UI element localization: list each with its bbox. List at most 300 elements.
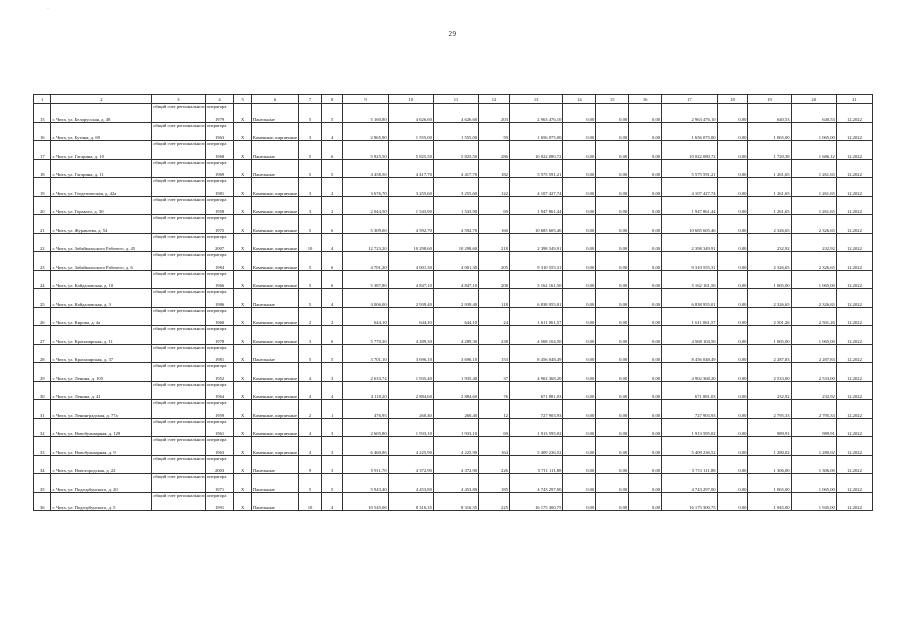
table-cell: 4 xyxy=(321,122,343,141)
table-row xyxy=(34,141,873,160)
table-cell: общий счет регионального оператора xyxy=(152,215,205,234)
housing-register-table xyxy=(33,94,873,511)
table-cell: 10 685 605,46 xyxy=(509,215,562,234)
table-cell: 0,00 xyxy=(629,492,662,511)
table-cell: 4 902 368,20 xyxy=(509,363,562,382)
table-cell: 9 310 555,31 xyxy=(509,252,562,271)
table-cell: 0,00 xyxy=(563,418,596,437)
table-cell: 0,00 xyxy=(596,474,629,493)
table-cell: Х xyxy=(234,122,251,141)
table-cell: Каменные, кирпичные xyxy=(251,418,298,437)
table-cell: 0,00 xyxy=(596,437,629,456)
table-cell: 1958 xyxy=(205,196,234,215)
table-cell: 0,00 xyxy=(717,289,748,308)
table-cell: 1 611 061,57 xyxy=(509,307,562,326)
table-cell: 0,00 xyxy=(596,215,629,234)
table-cell: 0,00 xyxy=(563,104,596,123)
table-cell: 0,00 xyxy=(563,344,596,363)
table-cell: 1966 xyxy=(205,270,234,289)
table-cell: 2 044,50 xyxy=(343,196,388,215)
table-cell: 4 xyxy=(321,492,343,511)
table-cell: Х xyxy=(234,196,251,215)
table-cell: 12.2022 xyxy=(836,474,872,493)
table-cell: 10 298,60 xyxy=(388,233,433,252)
table-cell: 225 xyxy=(479,492,510,511)
table-cell: 1 913 595,02 xyxy=(509,418,562,437)
table-cell: 118 xyxy=(479,289,510,308)
table-cell: 2 533,00 xyxy=(791,363,836,382)
table-cell: 2 xyxy=(321,196,343,215)
table-cell: 0,00 xyxy=(629,252,662,271)
table-cell: 8 456 048,49 xyxy=(509,344,562,363)
table-row xyxy=(34,307,873,326)
table-cell: общий счет регионального оператора xyxy=(152,307,205,326)
table-cell: 1964 xyxy=(205,381,234,400)
table-cell: 1971 xyxy=(205,474,234,493)
table-cell: 0,00 xyxy=(596,233,629,252)
table-cell: 5 162 161,50 xyxy=(509,270,562,289)
table-cell: 0,00 xyxy=(596,307,629,326)
column-number-header: 14 xyxy=(563,95,596,104)
table-cell: 4 568 104,50 xyxy=(662,326,718,345)
table-cell: 1963 xyxy=(205,122,234,141)
table-cell: 2 501,26 xyxy=(748,307,791,326)
page-number: 29 xyxy=(448,30,457,38)
table-row xyxy=(34,215,873,234)
table-cell: 10 545,06 xyxy=(343,492,388,511)
table-cell: 1975 xyxy=(205,215,234,234)
table-cell: Х xyxy=(234,252,251,271)
table-cell: 3 xyxy=(299,326,322,345)
table-cell: 6 838 955,01 xyxy=(509,289,562,308)
table-cell: 0,00 xyxy=(563,307,596,326)
table-cell: 0,00 xyxy=(717,474,748,493)
table-cell: 4 701,20 xyxy=(343,252,388,271)
table-cell: Х xyxy=(234,418,251,437)
table-cell: 5 xyxy=(299,252,322,271)
table-cell: 9 310 555,31 xyxy=(662,252,718,271)
table-cell: 3 xyxy=(299,178,322,197)
column-number-header: 16 xyxy=(629,95,662,104)
table-cell: 1952 xyxy=(205,363,234,382)
table-cell: 3 xyxy=(321,437,343,456)
table-cell: 0,00 xyxy=(563,474,596,493)
table-cell: 15 xyxy=(34,104,51,123)
table-cell: 0,00 xyxy=(563,252,596,271)
table-cell: г. Чита, ул. Кайдаловская, д. 10 xyxy=(51,270,152,289)
table-cell: Х xyxy=(234,159,251,178)
table-cell: 2 xyxy=(299,307,322,326)
table-cell: 5 xyxy=(321,159,343,178)
table-cell: 1 935,40 xyxy=(388,363,433,382)
table-cell: 1 065,00 xyxy=(791,326,836,345)
table-cell: 2 326,65 xyxy=(791,252,836,271)
table-cell: общий счет регионального оператора xyxy=(152,122,205,141)
table-cell: 5 xyxy=(321,344,343,363)
table-cell: г. Чита, ул. Новобульварная, д. 9 xyxy=(51,437,152,456)
table-cell: 2 xyxy=(321,307,343,326)
table-cell: 5 xyxy=(299,270,322,289)
table-cell: 2 287,83 xyxy=(748,344,791,363)
column-number-header: 9 xyxy=(343,95,388,104)
table-cell: общий счет регионального оператора xyxy=(152,455,205,474)
table-cell: Х xyxy=(234,381,251,400)
table-cell: 644,10 xyxy=(388,307,433,326)
table-cell: 640,53 xyxy=(791,104,836,123)
table-cell: 12.2022 xyxy=(836,381,872,400)
table-cell: 5 xyxy=(299,474,322,493)
table-cell: 12.2022 xyxy=(836,141,872,160)
table-cell: 34 xyxy=(34,455,51,474)
table-cell: 4 225,90 xyxy=(388,437,433,456)
table-cell: Каменные, кирпичные xyxy=(251,400,298,419)
table-cell: 1 656 075,00 xyxy=(509,122,562,141)
table-cell: 5 575 591,21 xyxy=(509,159,562,178)
table-cell: 29 xyxy=(34,363,51,382)
table-cell: 1 656 075,00 xyxy=(662,122,718,141)
table-cell: 12.2022 xyxy=(836,418,872,437)
table-cell: 4 743 297,00 xyxy=(509,474,562,493)
table-cell: 6 xyxy=(321,215,343,234)
column-number-header: 20 xyxy=(791,95,836,104)
table-cell: г. Чита, ул. Белорусская, д. 48 xyxy=(51,104,152,123)
table-cell: 12.2022 xyxy=(836,437,872,456)
table-cell: 0,00 xyxy=(717,215,748,234)
table-cell: 5 711 111,88 xyxy=(509,455,562,474)
table-cell: 2 884,60 xyxy=(433,381,478,400)
table-cell: 1 555,00 xyxy=(433,122,478,141)
table-cell: 4 118,20 xyxy=(343,381,388,400)
table-cell: 5 xyxy=(299,344,322,363)
column-number-header: 7 xyxy=(299,95,322,104)
table-cell: 205 xyxy=(479,252,510,271)
column-number-header: 4 xyxy=(205,95,234,104)
table-cell: 1 611 061,57 xyxy=(662,307,718,326)
table-cell: 1 947 861,44 xyxy=(662,196,718,215)
table-cell: общий счет регионального оператора xyxy=(152,233,205,252)
table-cell: 0,00 xyxy=(717,122,748,141)
table-cell: 3 255,60 xyxy=(388,178,433,197)
table-row xyxy=(34,492,873,511)
column-number-row xyxy=(34,95,873,104)
table-cell: 2 501,26 xyxy=(791,307,836,326)
table-cell: 5 xyxy=(299,141,322,160)
table-cell: 185 xyxy=(479,474,510,493)
table-row xyxy=(34,437,873,456)
table-cell: 0,00 xyxy=(717,437,748,456)
table-cell: 4 289,30 xyxy=(433,326,478,345)
table-cell: 5 575 591,21 xyxy=(662,159,718,178)
table-cell: 4 902 368,20 xyxy=(662,363,718,382)
table-cell: 5 770,30 xyxy=(343,326,388,345)
table-row xyxy=(34,344,873,363)
table-cell: 6 460,86 xyxy=(343,437,388,456)
table-cell: 1 261,65 xyxy=(791,196,836,215)
table-cell: г. Чита, ул. Кайдаловская, д. 3 xyxy=(51,289,152,308)
table-cell: Каменные, кирпичные xyxy=(251,196,298,215)
table-row xyxy=(34,289,873,308)
table-row xyxy=(34,474,873,493)
table-cell: общий счет регионального оператора xyxy=(152,196,205,215)
column-number-header: 21 xyxy=(836,95,872,104)
table-cell: 12.2022 xyxy=(836,455,872,474)
table-cell: Х xyxy=(234,400,251,419)
table-cell: 1 065,00 xyxy=(791,474,836,493)
table-row xyxy=(34,418,873,437)
table-row xyxy=(34,400,873,419)
table-cell: 0,00 xyxy=(629,141,662,160)
table-cell: Х xyxy=(234,233,251,252)
table-cell: 5 711 111,88 xyxy=(662,455,718,474)
column-number-header: 10 xyxy=(388,95,433,104)
table-cell: общий счет регионального оператора xyxy=(152,104,205,123)
table-cell: 5 xyxy=(299,289,322,308)
table-cell: 1 261,65 xyxy=(748,159,791,178)
table-cell: 2007 xyxy=(205,233,234,252)
table-cell: 12.2022 xyxy=(836,344,872,363)
table-cell: 0,00 xyxy=(563,178,596,197)
table-cell: общий счет регионального оператора xyxy=(152,159,205,178)
table-cell: 0,00 xyxy=(563,326,596,345)
table-cell: 0,00 xyxy=(596,381,629,400)
table-cell: 4 107 427,74 xyxy=(509,178,562,197)
table-cell: г. Чита, ул. Ленина, д. 105 xyxy=(51,363,152,382)
table-cell: 238 xyxy=(479,326,510,345)
table-cell: 727 903,93 xyxy=(509,400,562,419)
table-cell: 4 417,70 xyxy=(433,159,478,178)
table-cell: 0,00 xyxy=(596,178,629,197)
table-cell: Х xyxy=(234,141,251,160)
table-cell: г. Чита, ул. Гагарина, д. 11 xyxy=(51,159,152,178)
table-cell: 16 175 300,75 xyxy=(509,492,562,511)
table-cell: 5 825,50 xyxy=(388,141,433,160)
table-row xyxy=(34,270,873,289)
table-cell: 3 xyxy=(299,122,322,141)
table-cell: 10 022 080,72 xyxy=(662,141,718,160)
table-cell: 0,00 xyxy=(717,492,748,511)
table-cell: 226 xyxy=(479,455,510,474)
table-cell: г. Чита, ул. Горького, д. 30 xyxy=(51,196,152,215)
table-cell: 2 633,74 xyxy=(343,363,388,382)
table-cell: 3 xyxy=(321,455,343,474)
table-cell: 12.2022 xyxy=(836,122,872,141)
table-cell: 0,00 xyxy=(596,270,629,289)
table-cell: 4 107 427,74 xyxy=(662,178,718,197)
table-cell: 3 xyxy=(321,363,343,382)
table-cell: 1 065,00 xyxy=(791,122,836,141)
table-cell: Каменные, кирпичные xyxy=(251,437,298,456)
table-cell: 232,92 xyxy=(791,381,836,400)
table-cell: 476,95 xyxy=(343,400,388,419)
table-cell: 0,00 xyxy=(596,455,629,474)
table-cell: Х xyxy=(234,307,251,326)
table-cell: 4 xyxy=(321,381,343,400)
table-cell: Панельные xyxy=(251,455,298,474)
table-cell: 4 458,50 xyxy=(343,159,388,178)
table-cell: 1 xyxy=(321,400,343,419)
table-cell: 2 605,80 xyxy=(343,418,388,437)
table-cell: 4 626,60 xyxy=(388,104,433,123)
table-cell: 1 261,65 xyxy=(748,196,791,215)
table-cell: 1 065,00 xyxy=(791,270,836,289)
table-cell: 12.2022 xyxy=(836,289,872,308)
table-cell: 10 685 605,46 xyxy=(662,215,718,234)
table-cell: 12.2022 xyxy=(836,104,872,123)
table-cell: 4 626,60 xyxy=(433,104,478,123)
table-cell: 1 945,00 xyxy=(748,492,791,511)
table-cell: 8 316,35 xyxy=(433,492,478,511)
column-number-header: 5 xyxy=(234,95,251,104)
table-cell: 2 795,33 xyxy=(748,400,791,419)
table-cell: г. Чита, ул. Геодезическая, д. 42а xyxy=(51,178,152,197)
table-cell: 4 453,80 xyxy=(433,474,478,493)
table-cell: Каменные, кирпичные xyxy=(251,178,298,197)
table-cell: 69 xyxy=(479,196,510,215)
table-row xyxy=(34,252,873,271)
table-cell: 0,00 xyxy=(629,474,662,493)
table-cell: Панельные xyxy=(251,141,298,160)
table-cell: 12.2022 xyxy=(836,326,872,345)
table-cell: 182 xyxy=(479,159,510,178)
table-cell: 1969 xyxy=(205,159,234,178)
table-cell: 0,00 xyxy=(717,141,748,160)
table-cell: 6 xyxy=(321,270,343,289)
table-cell: 0,00 xyxy=(563,289,596,308)
table-cell: 2 326,65 xyxy=(748,289,791,308)
table-cell: 12.2022 xyxy=(836,215,872,234)
table-cell: Х xyxy=(234,270,251,289)
table-cell: 0,00 xyxy=(563,233,596,252)
table-cell: 23 xyxy=(34,252,51,271)
table-cell: 17 xyxy=(34,141,51,160)
table-cell: 0,00 xyxy=(629,455,662,474)
table-cell: г. Чита, ул. Красноярская, д. 37 xyxy=(51,344,152,363)
table-row xyxy=(34,104,873,123)
table-cell: 1 261,65 xyxy=(791,178,836,197)
table-cell: г. Чита, ул. Бутина, д. 69 xyxy=(51,122,152,141)
table-cell: 218 xyxy=(479,233,510,252)
table-cell: 1 720,38 xyxy=(748,141,791,160)
table-cell: Х xyxy=(234,215,251,234)
table-cell: 0,00 xyxy=(563,215,596,234)
table-cell: 0,00 xyxy=(629,326,662,345)
table-row xyxy=(34,363,873,382)
table-cell: г. Чита, ул. Ленина, д. 41 xyxy=(51,381,152,400)
table-cell: 27 xyxy=(34,326,51,345)
table-cell: 6 xyxy=(321,326,343,345)
table-cell: 0,00 xyxy=(717,400,748,419)
column-number-header: 19 xyxy=(748,95,791,104)
table-cell: 2 533,00 xyxy=(748,363,791,382)
table-cell: 0,00 xyxy=(717,344,748,363)
table-cell: 0,00 xyxy=(563,122,596,141)
table-cell: 1981 xyxy=(205,344,234,363)
table-cell: 0,00 xyxy=(717,270,748,289)
table-cell: 20 xyxy=(34,196,51,215)
table-cell: 10 298,60 xyxy=(433,233,478,252)
table-row xyxy=(34,381,873,400)
table-cell: 4 001,30 xyxy=(433,252,478,271)
table-cell: 1 306,00 xyxy=(791,455,836,474)
table-cell: 989,91 xyxy=(748,418,791,437)
table-cell: 0,00 xyxy=(563,270,596,289)
table-cell: 671 881,03 xyxy=(662,381,718,400)
table-cell: 153 xyxy=(479,344,510,363)
table-cell: общий счет регионального оператора xyxy=(152,363,205,382)
table-cell: 6 xyxy=(321,252,343,271)
table-cell: общий счет регионального оператора xyxy=(152,400,205,419)
table-cell: 1959 xyxy=(205,400,234,419)
table-cell: 5 911,70 xyxy=(343,455,388,474)
table-cell: 4 289,30 xyxy=(388,326,433,345)
table-cell: 727 903,93 xyxy=(662,400,718,419)
table-cell: Каменные, кирпичные xyxy=(251,381,298,400)
table-cell: 1 933,10 xyxy=(388,418,433,437)
table-cell: 0,00 xyxy=(629,233,662,252)
table-row xyxy=(34,178,873,197)
table-cell: Х xyxy=(234,363,251,382)
table-cell: 10 xyxy=(299,233,322,252)
table-cell: Х xyxy=(234,104,251,123)
table-row xyxy=(34,196,873,215)
table-cell: г. Чита, ул. Ленинградская, д. 77а xyxy=(51,400,152,419)
table-cell: 1 555,00 xyxy=(388,122,433,141)
table-cell: 260,40 xyxy=(433,400,478,419)
table-cell: 1978 xyxy=(205,326,234,345)
table-cell: 28 xyxy=(34,344,51,363)
table-cell: 24 xyxy=(479,307,510,326)
table-cell: 12.2022 xyxy=(836,159,872,178)
table-cell: 1 065,00 xyxy=(748,270,791,289)
table-cell: 19 xyxy=(34,178,51,197)
table-cell: 12.2022 xyxy=(836,363,872,382)
table-cell: 2 865,90 xyxy=(343,122,388,141)
table-cell: 4 xyxy=(299,363,322,382)
table-cell: Х xyxy=(234,326,251,345)
table-cell: 4 417,70 xyxy=(388,159,433,178)
table-cell: 5 xyxy=(321,474,343,493)
table-cell: 0,00 xyxy=(596,344,629,363)
table-cell: 5 409 236,52 xyxy=(509,437,562,456)
table-cell: 0,00 xyxy=(629,381,662,400)
table-cell: 0,00 xyxy=(563,455,596,474)
table-cell: 160 xyxy=(479,215,510,234)
column-number-header: 3 xyxy=(152,95,205,104)
column-number-header: 11 xyxy=(433,95,478,104)
table-cell: 5 xyxy=(299,104,322,123)
table-cell: Х xyxy=(234,178,251,197)
table-cell: 1 913 595,02 xyxy=(662,418,718,437)
table-cell: Панельные xyxy=(251,474,298,493)
table-cell: 0,00 xyxy=(629,363,662,382)
table-cell: 1 935,40 xyxy=(433,363,478,382)
table-cell: Панельные xyxy=(251,492,298,511)
table-row xyxy=(34,326,873,345)
table-cell: 0,00 xyxy=(717,178,748,197)
table-cell: 2 287,83 xyxy=(791,344,836,363)
table-cell: 8 316,35 xyxy=(388,492,433,511)
column-number-header: 12 xyxy=(479,95,510,104)
table-cell: 0,00 xyxy=(563,363,596,382)
table-cell: 0,00 xyxy=(596,141,629,160)
table-cell: 12.2022 xyxy=(836,270,872,289)
table-cell: 1 280,02 xyxy=(791,437,836,456)
table-cell: 1 947 861,44 xyxy=(509,196,562,215)
table-cell: 260,40 xyxy=(388,400,433,419)
table-cell: 0,00 xyxy=(596,418,629,437)
table-cell: 69 xyxy=(479,418,510,437)
table-cell: 10 xyxy=(299,492,322,511)
